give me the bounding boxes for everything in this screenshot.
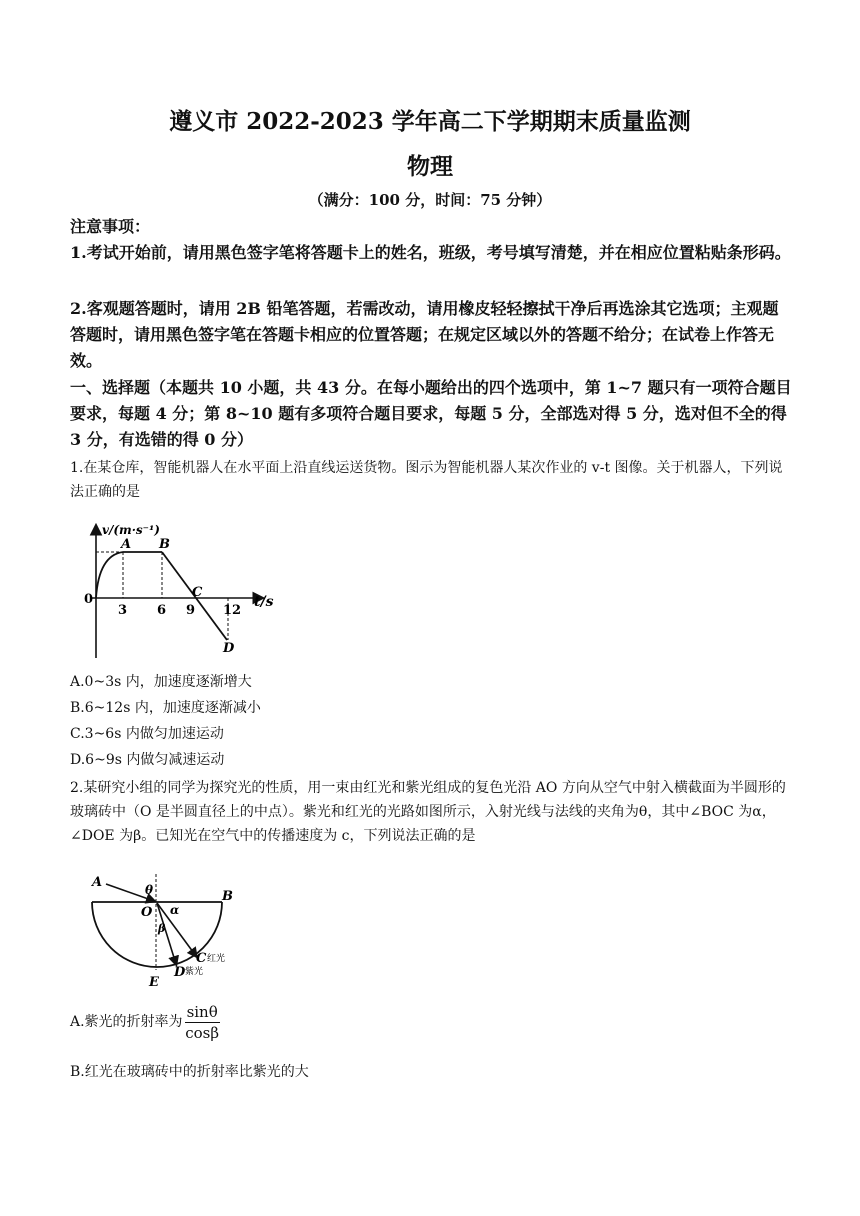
- notice-item-1: 1.考试开始前，请用黑色签字笔将答题卡上的姓名，班级，考号填写清楚，并在相应位置粘贴条形码。: [70, 243, 791, 262]
- label-violet-light: 紫光: [185, 967, 204, 977]
- label-e: E: [149, 975, 159, 988]
- semicircle-figure: [88, 872, 248, 988]
- tick-3: 3: [118, 603, 128, 618]
- label-red-light: 红光: [207, 954, 226, 964]
- q1-option-d: D.6~9s 内做匀减速运动: [70, 752, 225, 768]
- point-b-label: B: [159, 537, 170, 552]
- origin-label: 0: [84, 592, 94, 607]
- x-axis-label: t/s: [254, 594, 274, 610]
- exam-meta: （满分：100 分，时间：75 分钟）: [308, 191, 552, 209]
- notice-heading: 注意事项：: [70, 217, 151, 236]
- tick-12: 12: [223, 603, 242, 618]
- label-d: D: [174, 965, 186, 980]
- q2-option-b: B.红光在玻璃砖中的折射率比紫光的大: [70, 1064, 309, 1080]
- q1-option-c: C.3~6s 内做匀加速运动: [70, 726, 224, 742]
- q2-option-a-fraction: [185, 1002, 220, 1043]
- q2-option-a: [70, 1000, 792, 1044]
- q1-option-a: A.0~3s 内，加速度逐渐增大: [70, 674, 252, 690]
- fraction-numerator: sinθ: [186, 1002, 218, 1021]
- question-1-stem: 1.在某仓库，智能机器人在水平面上沿直线运送货物。图示为智能机器人某次作业的 v-t 图像。关于机器人，下列说法正确的是: [70, 460, 783, 500]
- curve-0-a: [96, 552, 123, 598]
- q1-option-b: B.6~12s 内，加速度逐渐减小: [70, 700, 261, 716]
- label-a: A: [92, 875, 103, 890]
- label-o: O: [141, 905, 153, 920]
- label-beta: β: [158, 922, 166, 935]
- section-1-heading: 一、选择题（本题共 10 小题，共 43 分。在每小题给出的四个选项中，第 1~7 题只有一项符合题目要求，每题 4 分；第 8~10 题有多项符合题目要求，每题 5 分，全部选对得 5 分，选对但不全的得 3 分，有选错的得 0 分）: [70, 378, 792, 449]
- q2-option-a-prefix: A.紫光的折射率为: [70, 1014, 183, 1030]
- question-2-stem: 2.某研究小组的同学为探究光的性质，用一束由红光和紫光组成的复色光沿 AO 方向从空气中射入横截面为半圆形的玻璃砖中（O 是半圆直径上的中点）。紫光和红光的光路如图所示，入射光线与法线的夹角为θ，其中∠BOC 为α，∠DOE 为β。已知光在空气中的传播速度为 c，下列说法正确的是: [70, 780, 786, 844]
- tick-6: 6: [157, 603, 167, 618]
- label-theta: θ: [145, 883, 154, 897]
- label-b: B: [222, 889, 233, 904]
- point-c-label: C: [192, 585, 203, 600]
- y-axis-label: v/(m·s⁻¹): [102, 523, 160, 537]
- tick-9: 9: [186, 603, 196, 618]
- fraction-denominator: cosβ: [185, 1023, 220, 1042]
- point-d-label: D: [223, 641, 235, 656]
- notice-item-2: 2.客观题答题时，请用 2B 铅笔答题，若需改动，请用橡皮轻轻擦拭干净后再选涂其它选项；主观题答题时，请用黑色签字笔在答题卡相应的位置答题；在规定区域以外的答题不给分；在试卷上作答无效。: [70, 299, 779, 370]
- exam-title: 遵义市 2022-2023 学年高二下学期期末质量监测: [169, 108, 691, 135]
- point-a-label: A: [121, 537, 132, 552]
- vt-graph: [80, 518, 290, 662]
- label-c: C: [196, 951, 207, 966]
- label-alpha: α: [170, 903, 180, 917]
- subject-title: 物理: [407, 153, 453, 180]
